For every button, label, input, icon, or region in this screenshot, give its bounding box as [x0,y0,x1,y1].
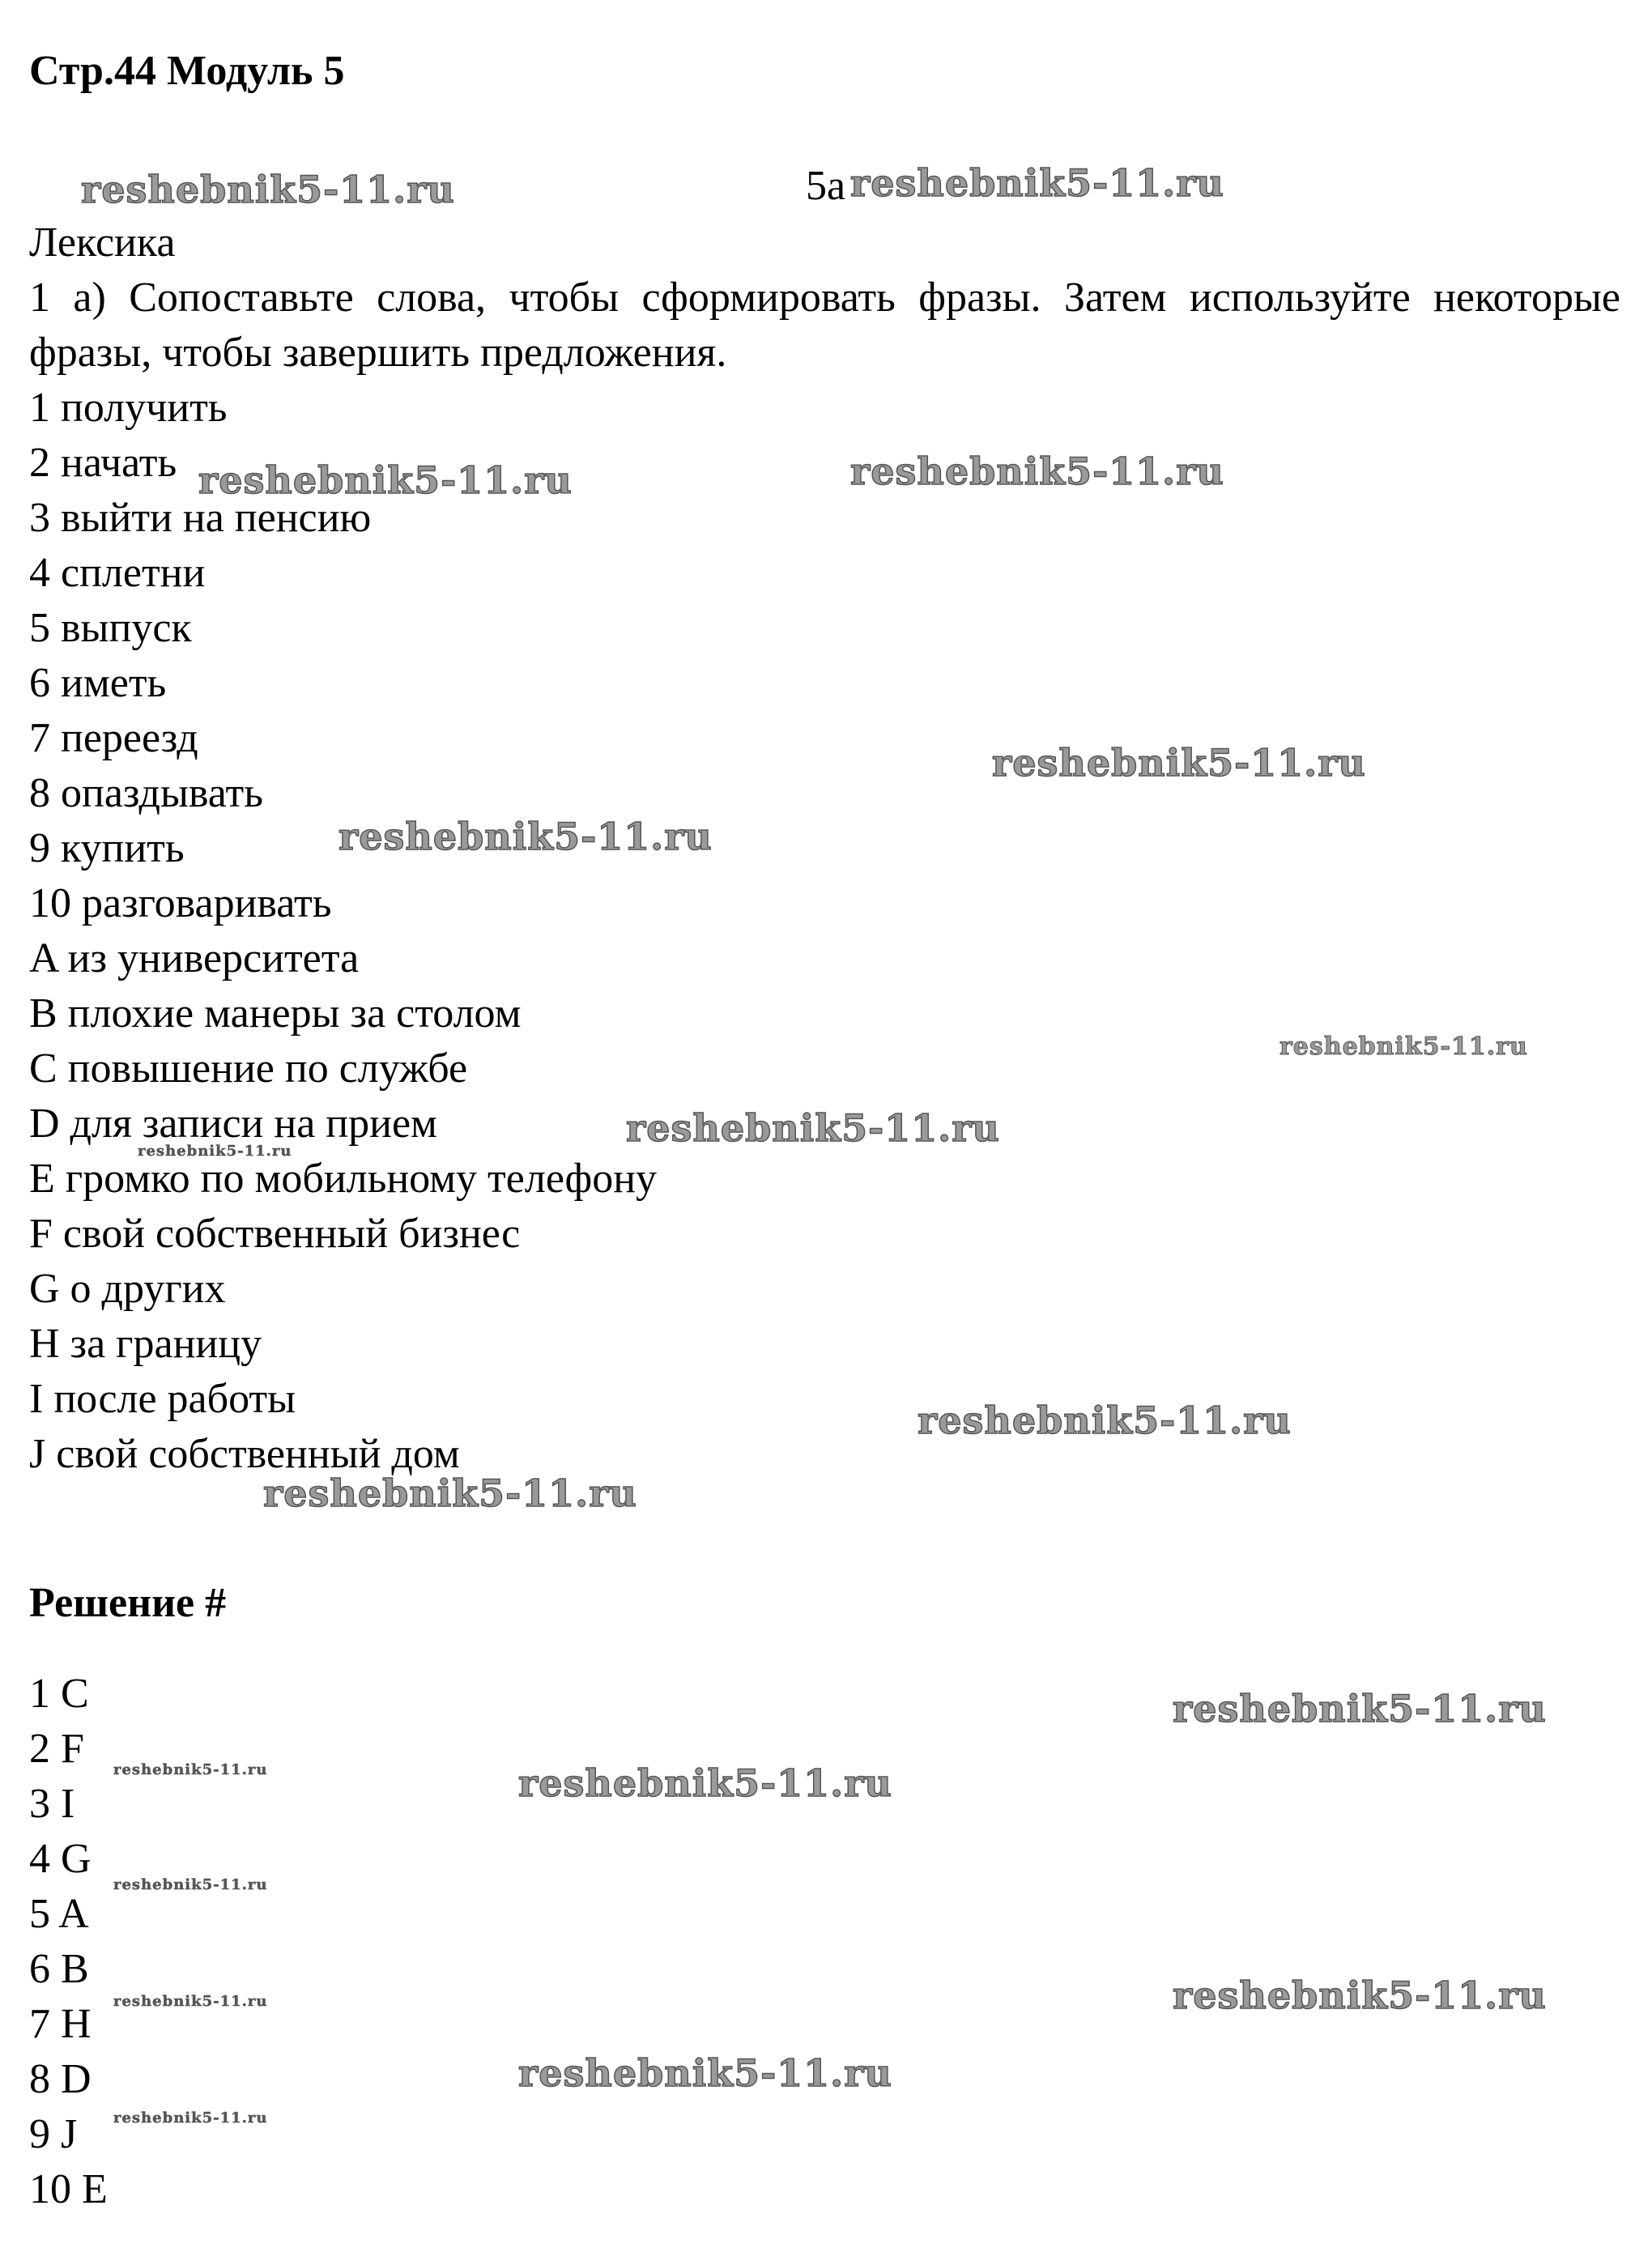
watermark: reshebnik5-11.ru [850,161,1224,205]
lettered-item: I после работы [29,1376,296,1422]
numbered-item: 8 опаздывать [29,770,263,816]
numbered-item: 6 иметь [29,660,167,706]
section-label: 5a [806,163,846,209]
lettered-item: H за границу [29,1321,262,1367]
lettered-item: F свой собственный бизнес [29,1211,521,1257]
numbered-item: 9 купить [29,825,185,871]
lettered-item: D для записи на прием [29,1101,437,1147]
answer-item: 10 E [29,2166,108,2212]
numbered-item: 4 сплетни [29,550,206,596]
numbered-item: 10 разговаривать [29,880,332,926]
answer-item: 1 C [29,1671,89,1717]
numbered-item: 5 выпуск [29,605,192,651]
lettered-item: B плохие манеры за столом [29,990,522,1037]
exercise-text [29,215,1620,1482]
answer-item: 6 B [29,1946,89,1992]
page-heading: Стр.44 Модуль 5 [29,48,345,94]
answer-item: 9 J [29,2111,78,2157]
numbered-item: 2 начать [29,440,177,486]
answer-list [29,1667,108,2217]
topic-title: Лексика [29,219,176,266]
watermark: reshebnik5-11.ru [338,815,713,858]
watermark: reshebnik5-11.ru [113,2110,268,2127]
lettered-item: G о других [29,1266,226,1312]
watermark: reshebnik5-11.ru [1173,1973,1547,2017]
lettered-item: E громко по мобильному телефону [29,1156,658,1202]
answer-item: 7 H [29,2001,92,2047]
watermark: reshebnik5-11.ru [992,741,1366,785]
lettered-item: C повышение по службе [29,1045,468,1092]
watermark: reshebnik5-11.ru [918,1399,1292,1442]
answer-item: 4 G [29,1836,92,1882]
numbered-item: 1 получить [29,385,228,431]
watermark: reshebnik5-11.ru [1173,1687,1547,1731]
numbered-item: 3 выйти на пенсию [29,495,372,541]
watermark: reshebnik5-11.ru [113,1876,268,1893]
watermark: reshebnik5-11.ru [198,458,573,502]
watermark: reshebnik5-11.ru [113,1993,268,2010]
watermark: reshebnik5-11.ru [518,2051,892,2095]
watermark: reshebnik5-11.ru [1279,1032,1528,1061]
answer-item: 3 I [29,1781,75,1827]
task-instruction: 1 a) Сопоставьте слова, чтобы сформировать фразы. Затем используйте некоторые фразы, чтобы завершить предложения. [29,275,1620,376]
watermark: reshebnik5-11.ru [518,1761,892,1805]
numbered-item: 7 переезд [29,715,198,761]
answer-item: 8 D [29,2056,92,2102]
answer-item: 2 F [29,1726,84,1772]
watermark: reshebnik5-11.ru [113,1761,268,1778]
solution-title: Решение # [29,1580,227,1626]
answer-item: 5 A [29,1891,89,1937]
watermark: reshebnik5-11.ru [850,449,1224,493]
lettered-item: J свой собственный дом [29,1431,460,1477]
watermark: reshebnik5-11.ru [263,1471,637,1515]
watermark: reshebnik5-11.ru [138,1143,292,1160]
watermark: reshebnik5-11.ru [626,1106,1000,1150]
lettered-item: A из университета [29,935,360,981]
watermark: reshebnik5-11.ru [81,168,455,211]
